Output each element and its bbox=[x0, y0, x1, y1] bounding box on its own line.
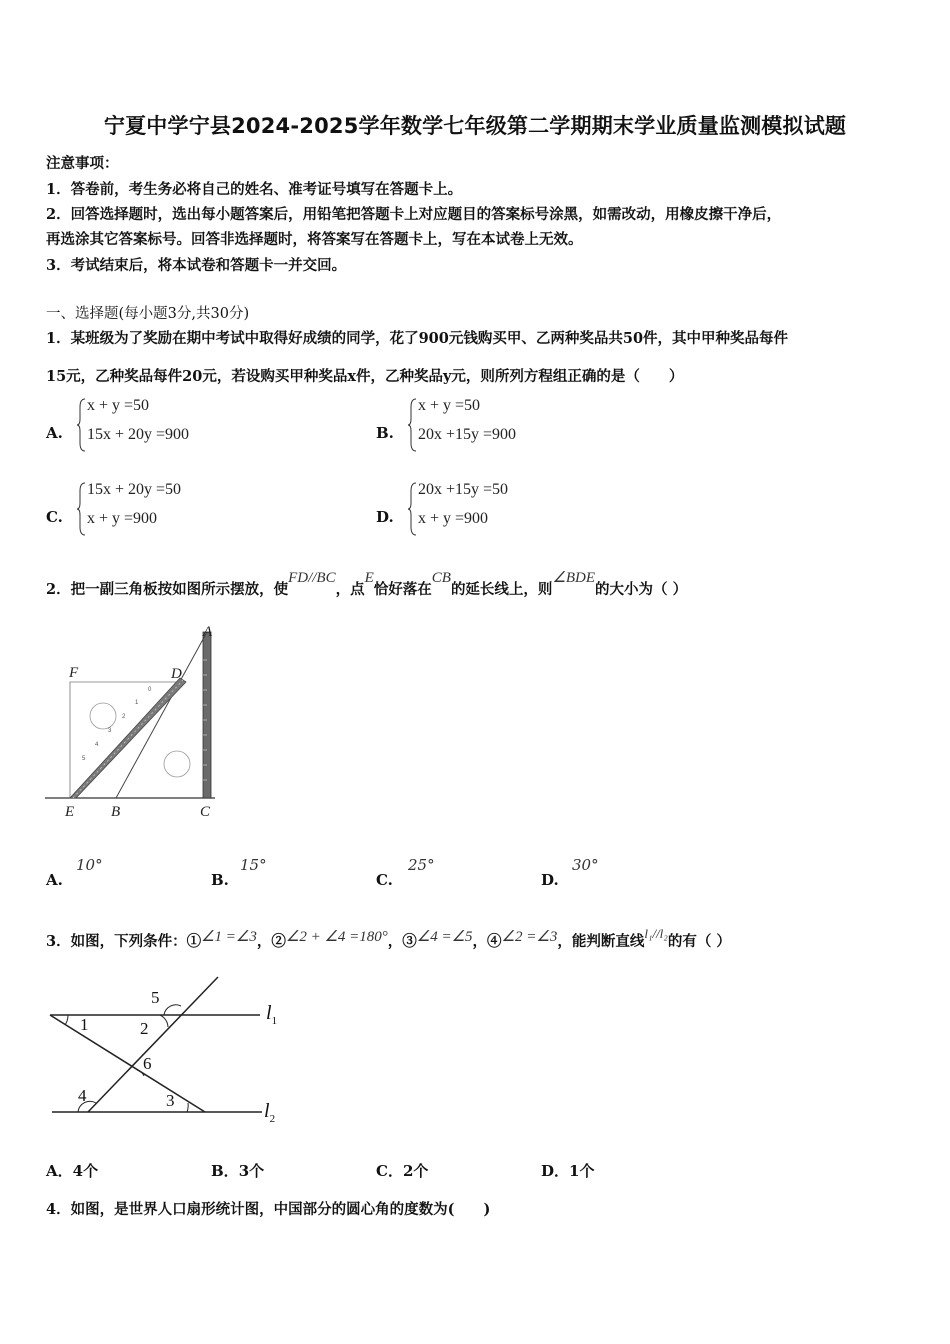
q2-math-e: E bbox=[364, 570, 374, 586]
q2-option-b-label[interactable]: B. bbox=[211, 871, 229, 889]
note-item-2-cont: 再选涂其它答案标号。回答非选择题时，将答案写在答题卡上，写在本试卷上无效。 bbox=[46, 231, 583, 248]
q3-option-c[interactable]: C．2个 bbox=[376, 1162, 429, 1180]
q1-d-eq2: x + y =900 bbox=[418, 510, 489, 527]
point-c-label: C bbox=[200, 804, 211, 820]
brace-icon bbox=[77, 397, 87, 453]
angle-6-label: 6 bbox=[143, 1054, 152, 1073]
angle-5-label: 5 bbox=[151, 988, 160, 1007]
q3-condition-2: ∠2 + ∠4 =180° bbox=[285, 929, 388, 945]
ruler-tick-1: 1 bbox=[135, 700, 139, 706]
q3-condition-1: ∠1 =∠3 bbox=[201, 929, 257, 945]
line-l1-label: $l_1$ bbox=[266, 1002, 278, 1027]
q2-option-c-value: 25° bbox=[408, 856, 435, 874]
notes-heading: 注意事项： bbox=[46, 155, 119, 172]
q1-a-eq1: x + y =50 bbox=[87, 397, 150, 414]
q2-option-c-label[interactable]: C. bbox=[376, 871, 393, 889]
section-heading: 一、选择题(每小题3分,共30分) bbox=[46, 306, 250, 322]
q3-text-p1: 3．如图，下列条件：① bbox=[46, 933, 202, 950]
q2-math-angle-bde: ∠BDE bbox=[552, 570, 596, 586]
q3-option-b[interactable]: B．3个 bbox=[211, 1162, 265, 1180]
q3-option-d[interactable]: D．1个 bbox=[541, 1162, 595, 1180]
q2-math-cb: CB bbox=[431, 570, 451, 586]
brace-icon bbox=[408, 397, 418, 453]
q3-text-p6: 的有（ ） bbox=[667, 933, 731, 950]
q1-option-d-system bbox=[408, 481, 568, 539]
note-item-2: 2．回答选择题时，选出每小题答案后，用铅笔把答题卡上对应题目的答案标号涂黑，如需改动，用橡皮擦干净后， bbox=[46, 206, 782, 223]
q3-math-l1-l2: l₁//l₂ bbox=[644, 926, 668, 941]
q2-triangle-figure bbox=[40, 620, 230, 830]
point-a-label: A bbox=[203, 624, 213, 640]
ruler-tick-3: 3 bbox=[108, 728, 112, 734]
q2-text-p2: ，点 bbox=[335, 581, 365, 598]
q3-condition-4: ∠2 =∠3 bbox=[501, 929, 558, 945]
ruler-tick-2: 2 bbox=[122, 714, 126, 720]
q1-b-eq2: 20x +15y =900 bbox=[418, 426, 517, 443]
q1-option-c-system bbox=[77, 481, 237, 539]
ruler-tick-0: 0 bbox=[148, 687, 152, 693]
point-f-label: F bbox=[69, 665, 79, 681]
point-b-label: B bbox=[111, 804, 121, 820]
q2-text-p3: 恰好落在 bbox=[373, 581, 432, 598]
q1-d-eq1: 20x +15y =50 bbox=[418, 481, 509, 498]
q4-text: 4．如图，是世界人口扇形统计图，中国部分的圆心角的度数为( ) bbox=[46, 1201, 491, 1218]
exam-title: 宁夏中学宁县2024-2025学年数学七年级第二学期期末学业质量监测模拟试题 bbox=[103, 114, 847, 138]
q1-text-line1: 1．某班级为了奖励在期中考试中取得好成绩的同学，花了900元钱购买甲、乙两种奖品共50件，其中甲种奖品每件 bbox=[46, 330, 789, 347]
q1-option-a-label[interactable]: A. bbox=[46, 424, 63, 442]
q3-text bbox=[46, 926, 731, 951]
q3-text-p5: ，能判断直线 bbox=[557, 933, 645, 950]
q2-text-p4: 的延长线上，则 bbox=[450, 581, 553, 598]
ruler-tick-4: 4 bbox=[95, 742, 99, 748]
note-item-3: 3．考试结束后，将本试卷和答题卡一并交回。 bbox=[46, 257, 347, 274]
q2-option-d-value: 30° bbox=[572, 856, 599, 874]
q3-condition-3: ∠4 =∠5 bbox=[416, 929, 473, 945]
q3-option-a[interactable]: A．4个 bbox=[46, 1162, 99, 1180]
angle-3-label: 3 bbox=[166, 1091, 175, 1110]
q2-option-d-label[interactable]: D. bbox=[541, 871, 559, 889]
q2-option-a-label[interactable]: A. bbox=[46, 871, 63, 889]
q1-c-eq2: x + y =900 bbox=[87, 510, 158, 527]
ruler-tick-5: 5 bbox=[82, 756, 86, 762]
angle-4-label: 4 bbox=[78, 1086, 87, 1105]
q2-option-a-value: 10° bbox=[76, 856, 103, 874]
q2-text bbox=[46, 570, 688, 599]
line-l2-label: $l_2$ bbox=[264, 1100, 276, 1125]
angle-2-label: 2 bbox=[140, 1019, 149, 1038]
q1-text-line2: 15元，乙种奖品每件20元，若设购买甲种奖品x件，乙种奖品y元，则所列方程组正确的是（ ） bbox=[46, 368, 684, 385]
q2-text-p1: 2．把一副三角板按如图所示摆放，使 bbox=[46, 581, 289, 598]
q3-text-p3: ，③ bbox=[387, 933, 417, 950]
q1-a-eq2: 15x + 20y =900 bbox=[87, 426, 190, 443]
q2-math-fd-bc: FD//BC bbox=[288, 570, 336, 586]
brace-icon bbox=[77, 481, 87, 537]
q3-lines-figure bbox=[40, 975, 300, 1135]
point-d-label: D bbox=[171, 666, 182, 682]
q1-option-d-label[interactable]: D. bbox=[376, 508, 394, 526]
q3-text-p2: ，② bbox=[256, 933, 286, 950]
q1-option-c-label[interactable]: C. bbox=[46, 508, 63, 526]
q1-c-eq1: 15x + 20y =50 bbox=[87, 481, 182, 498]
q1-b-eq1: x + y =50 bbox=[418, 397, 481, 414]
q1-option-a-system bbox=[77, 397, 237, 455]
q1-option-b-system bbox=[408, 397, 568, 455]
q2-option-b-value: 15° bbox=[240, 856, 267, 874]
point-e-label: E bbox=[65, 804, 75, 820]
angle-1-label: 1 bbox=[80, 1015, 89, 1034]
note-item-1: 1．答卷前，考生务必将自己的姓名、准考证号填写在答题卡上。 bbox=[46, 181, 463, 198]
q1-option-b-label[interactable]: B. bbox=[376, 424, 394, 442]
brace-icon bbox=[408, 481, 418, 537]
q3-text-p4: ，④ bbox=[472, 933, 502, 950]
q2-text-p5: 的大小为（ ） bbox=[595, 581, 688, 598]
